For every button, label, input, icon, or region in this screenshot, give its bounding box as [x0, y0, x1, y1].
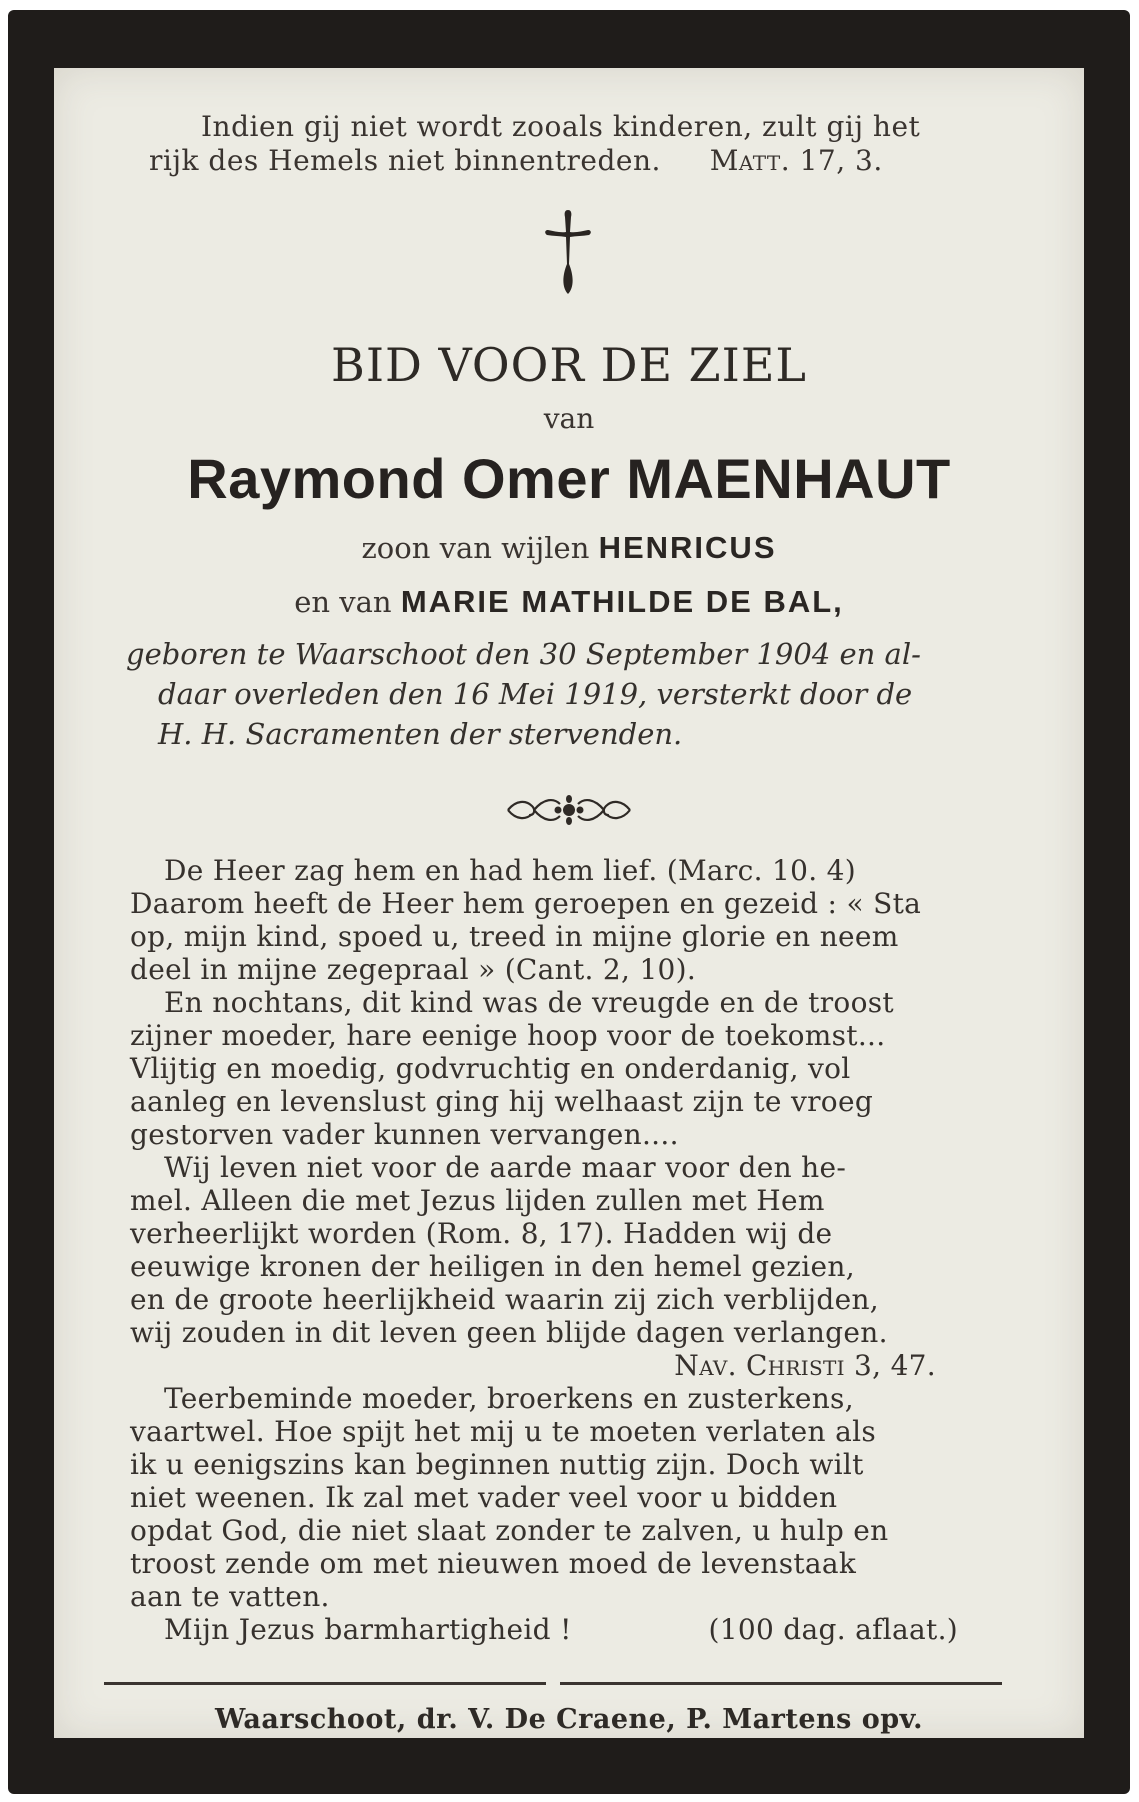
text-line: zijner moeder, hare eenige hoop voor de toekomst... [130, 1019, 886, 1052]
mother-name: MARIE MATHILDE DE BAL, [400, 584, 844, 619]
birth-line-2: daar overleden den 16 Mei 1919, versterkt door de [158, 677, 913, 711]
text-line: Daarom heeft de Heer hem geroepen en gezeid : « Sta [130, 887, 922, 920]
text-line: gestorven vader kunnen vervangen.... [130, 1118, 679, 1151]
text-line: vaartwel. Hoe spijt het mij u te moeten verlaten als [130, 1415, 876, 1448]
epigraph-line-1: Indien gij niet wordt zooals kinderen, zult gij het [201, 110, 921, 143]
text-line: troost zende om met nieuwen moed de levenstaak [130, 1547, 857, 1580]
floral-ornament-icon [504, 792, 634, 828]
text-line: deel in mijne zegepraal » (Cant. 2, 10). [130, 953, 697, 986]
deceased-name: Raymond Omer MAENHAUT [187, 447, 951, 510]
text-line: aanleg en levenslust ging hij welhaast zijn te vroeg [130, 1085, 874, 1118]
birth-line-3: H. H. Sacramenten der stervenden. [158, 717, 683, 751]
latin-cross-icon [538, 208, 598, 298]
epigraph-line-2-text: rijk des Hemels niet binnentreden. [149, 144, 661, 177]
father-prefix: zoon van wijlen [361, 531, 590, 565]
card-paper [54, 68, 1084, 1738]
text-line: ik u eenigszins kan beginnen nuttig zijn. Doch wilt [130, 1448, 864, 1481]
text-line: verheerlijkt worden (Rom. 8, 17). Hadden wij de [130, 1217, 833, 1250]
text-line: De Heer zag hem en had hem lief. (Marc. 10. 4) [164, 854, 856, 887]
text-line: En nochtans, dit kind was de vreugde en de troost [164, 986, 894, 1019]
heading-bid-voor-de-ziel: BID VOOR DE ZIEL [331, 338, 807, 392]
heading-van: van [543, 402, 595, 435]
indulgence-note: (100 dag. aflaat.) [708, 1613, 958, 1646]
epigraph-reference: Matt. 17, 3. [709, 144, 883, 177]
text-line: Wij leven niet voor de aarde maar voor den he- [164, 1151, 847, 1184]
text-line: en de groote heerlijkheid waarin zij zich verblijden, [130, 1283, 879, 1316]
text-line: wij zouden in dit leven geen blijde dagen verlangen. [130, 1316, 888, 1349]
divider-left [104, 1682, 546, 1685]
divider-right [560, 1682, 1002, 1685]
closing-line [130, 1613, 1030, 1646]
epigraph [149, 110, 1029, 178]
memorial-text [130, 854, 1030, 1646]
birth-death-details [126, 634, 1066, 754]
printer-credit: Waarschoot, dr. V. De Craene, P. Martens opv. [214, 1704, 924, 1735]
mother-prefix: en van [294, 585, 392, 619]
father-line [54, 530, 1084, 566]
text-line: Vlijtig en moedig, godvruchtig en onderdanig, vol [130, 1052, 851, 1085]
mother-line [54, 584, 1084, 620]
scripture-reference: Nav. Christi 3, 47. [674, 1349, 936, 1382]
card-content [54, 68, 1084, 1738]
mourning-card-border [8, 10, 1130, 1794]
epigraph-line-2 [149, 144, 1029, 178]
text-line: mel. Alleen die met Jezus lijden zullen met Hem [130, 1184, 825, 1217]
closing-prayer: Mijn Jezus barmhartigheid ! [164, 1613, 572, 1646]
text-line: opdat God, die niet slaat zonder te zalven, u hulp en [130, 1514, 889, 1547]
text-line: eeuwige kronen der heiligen in den hemel gezien, [130, 1250, 855, 1283]
text-line: aan te vatten. [130, 1580, 330, 1613]
birth-line-1: geboren te Waarschoot den 30 September 1904 en al- [126, 637, 921, 671]
text-line: op, mijn kind, spoed u, treed in mijne glorie en neem [130, 920, 899, 953]
father-name: HENRICUS [598, 530, 777, 565]
text-line: Teerbeminde moeder, broerkens en zusterkens, [164, 1382, 854, 1415]
text-line: niet weenen. Ik zal met vader veel voor u bidden [130, 1481, 838, 1514]
